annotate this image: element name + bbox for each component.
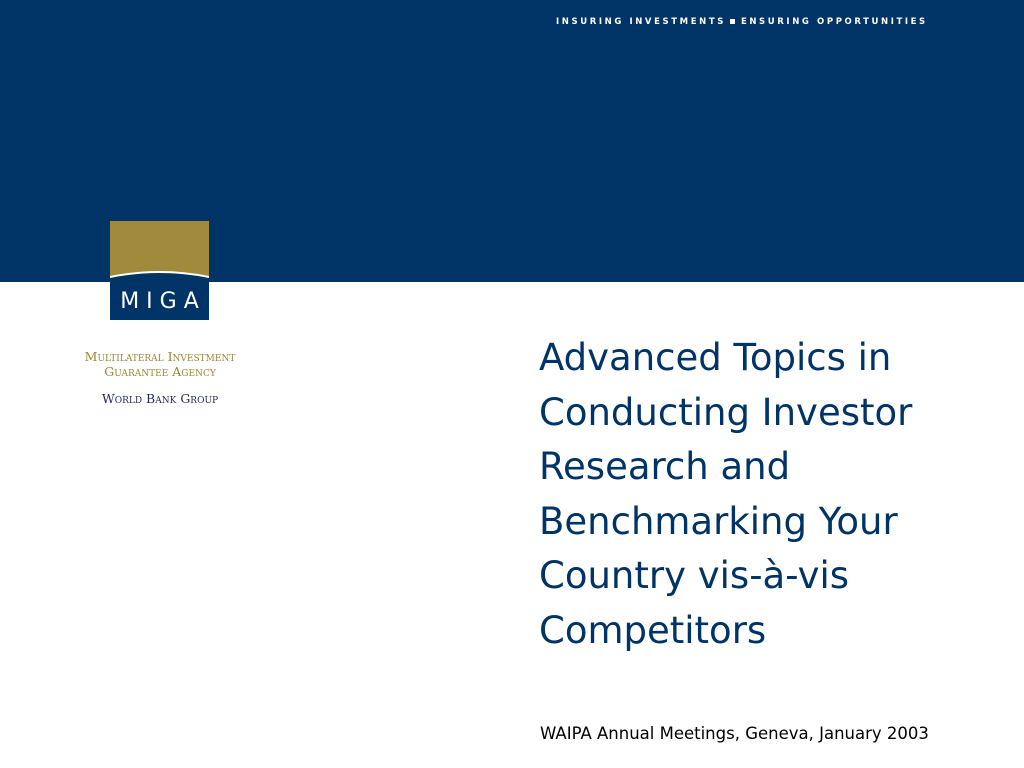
tagline — [556, 17, 928, 27]
logo-wordmark: MIGA — [120, 288, 206, 314]
tagline-right: ENSURING OPPORTUNITIES — [740, 17, 928, 27]
agency-name-line1: Multilateral Investment — [84, 349, 236, 364]
slide-subtitle: WAIPA Annual Meetings, Geneva, January 2003 — [540, 724, 929, 743]
world-bank-group-label: World Bank Group — [101, 391, 219, 406]
agency-name-line2: Guarantee Agency — [104, 364, 216, 379]
slide-title: Advanced Topics in Conducting Investor Research and Benchmarking Your Country vis-à-vis Competitors — [539, 336, 913, 652]
square-bullet-icon — [730, 19, 735, 24]
agency-name — [60, 349, 260, 379]
tagline-left: INSURING INVESTMENTS — [556, 17, 726, 27]
